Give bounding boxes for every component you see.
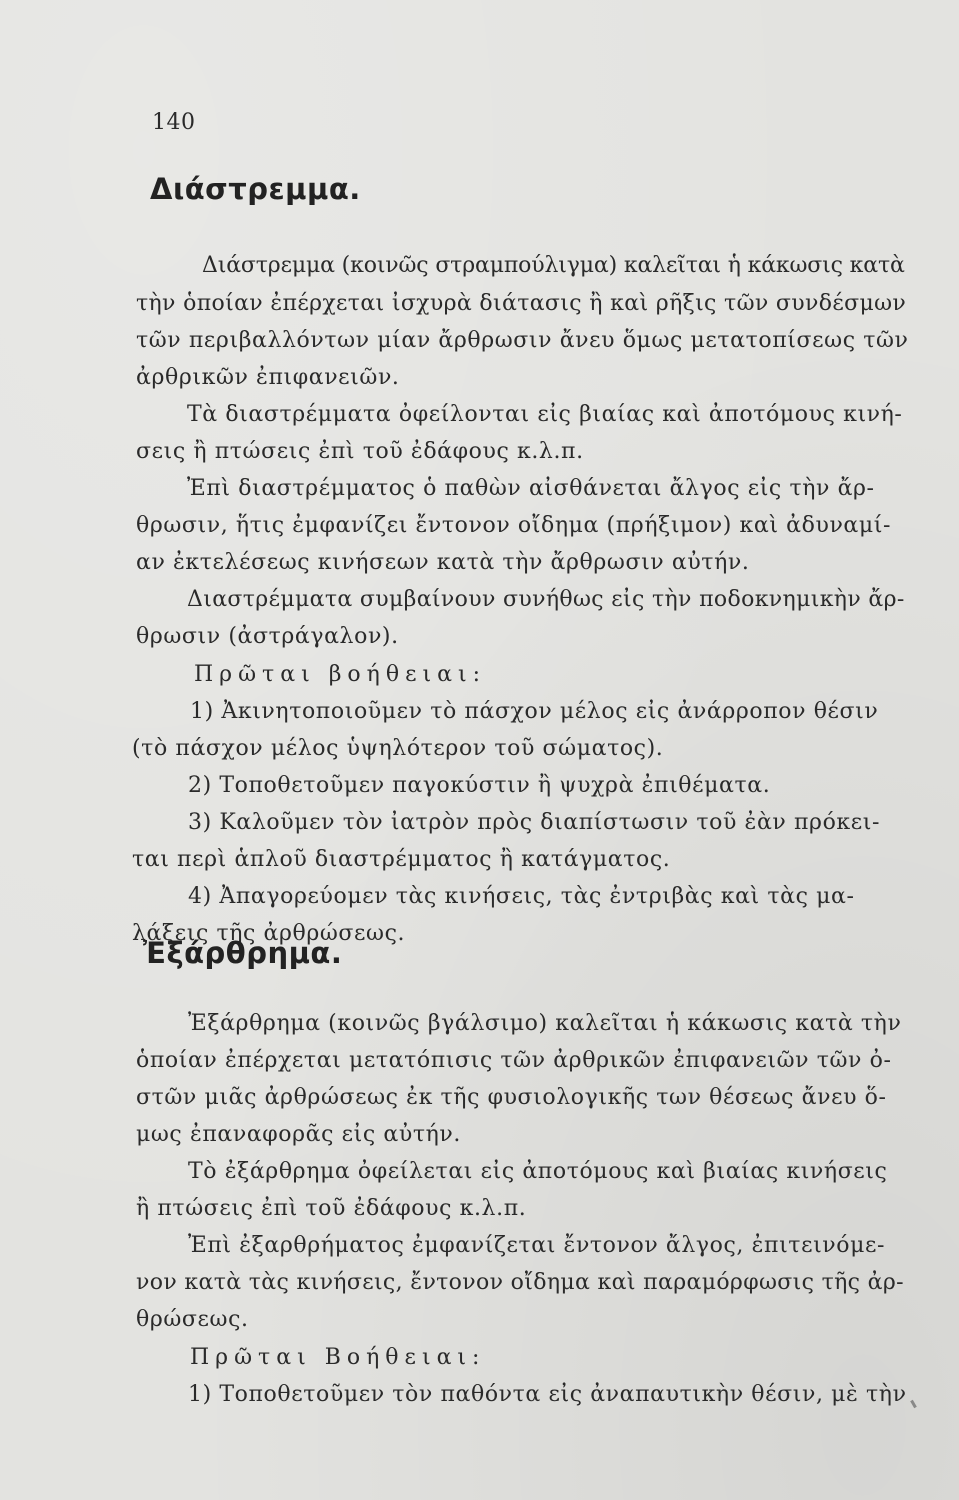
page-number: 140 bbox=[152, 110, 196, 135]
text-line: Διαστρέμματα συμβαίνουν συνήθως εἰς τὴν ποδοκνημικὴν ἄρ- bbox=[187, 587, 905, 612]
text-line: ἀρθρικῶν ἐπιφανειῶν. bbox=[136, 365, 400, 390]
text-line: μως ἐπαναφορᾶς εἰς αὐτήν. bbox=[136, 1122, 461, 1147]
list-item: 2) Τοποθετοῦμεν παγοκύστιν ἢ ψυχρὰ ἐπιθέματα. bbox=[188, 773, 771, 798]
speck-mark bbox=[910, 1400, 917, 1408]
text-line: στῶν μιᾶς ἀρθρώσεως ἐκ τῆς φυσιολογικῆς των θέσεως ἄνευ ὅ- bbox=[136, 1085, 887, 1110]
text-line: Ἐπὶ διαστρέμματος ὁ παθὼν αἰσθάνεται ἄλγος εἰς τὴν ἄρ- bbox=[187, 476, 875, 501]
text-line: θρωσιν (ἀστράγαλον). bbox=[136, 624, 399, 649]
text-line: ὁποίαν ἐπέρχεται μετατόπισις τῶν ἀρθρικῶν ἐπιφανειῶν τῶν ὀ- bbox=[136, 1048, 892, 1073]
text-line: τῶν περιβαλλόντων μίαν ἄρθρωσιν ἄνευ ὅμως μετατοπίσεως τῶν bbox=[136, 328, 909, 353]
list-item: 1) Ἀκινητοποιοῦμεν τὸ πάσχον μέλος εἰς ἀνάρροπον θέσιν bbox=[190, 699, 879, 724]
first-aid-heading: Πρῶται βοήθειαι: bbox=[194, 662, 487, 687]
text-line: αν ἐκτελέσεως κινήσεων κατὰ τὴν ἄρθρωσιν αὐτήν. bbox=[136, 550, 750, 575]
text-line: Τὸ ἐξάρθρημα ὀφείλεται εἰς ἀποτόμους καὶ βιαίας κινήσεις bbox=[188, 1159, 888, 1184]
text-line: ται περὶ ἁπλοῦ διαστρέμματος ἢ κατάγματος. bbox=[132, 847, 671, 872]
section-heading-dislocation: Ἐξάρθρημα. bbox=[143, 936, 343, 970]
text-line: Διάστρεμμα (κοινῶς στραμπούλιγμα) καλεῖται ἡ κάκωσις κατὰ bbox=[202, 253, 905, 278]
text-line: Ἐξάρθρημα (κοινῶς βγάλσιμο) καλεῖται ἡ κάκωσις κατὰ τὴν bbox=[188, 1011, 902, 1036]
text-line: λάξεις τῆς ἀρθρώσεως. bbox=[132, 921, 406, 946]
text-line: σεις ἢ πτώσεις ἐπὶ τοῦ ἐδάφους κ.λ.π. bbox=[136, 439, 584, 464]
list-item: 4) Ἀπαγορεύομεν τὰς κινήσεις, τὰς ἐντριβὰς καὶ τὰς μα- bbox=[188, 884, 855, 909]
text-line: θρώσεως. bbox=[136, 1307, 249, 1332]
first-aid-heading: Πρῶται Βοήθειαι: bbox=[190, 1345, 486, 1370]
text-line: Τὰ διαστρέμματα ὀφείλονται εἰς βιαίας καὶ ἀποτόμους κινή- bbox=[187, 402, 903, 427]
section-heading-sprain: Διάστρεμμα. bbox=[150, 172, 361, 206]
text-line: νον κατὰ τὰς κινήσεις, ἔντονον οἴδημα καὶ παραμόρφωσις τῆς ἀρ- bbox=[136, 1270, 904, 1295]
text-line: Ἐπὶ ἐξαρθρήματος ἐμφανίζεται ἔντονον ἄλγος, ἐπιτεινόμε- bbox=[188, 1233, 886, 1258]
text-line: (τὸ πάσχον μέλος ὑψηλότερον τοῦ σώματος). bbox=[132, 736, 664, 761]
text-line: ἢ πτώσεις ἐπὶ τοῦ ἐδάφους κ.λ.π. bbox=[136, 1196, 527, 1221]
list-item: 1) Τοποθετοῦμεν τὸν παθόντα εἰς ἀναπαυτικὴν θέσιν, μὲ τὴν bbox=[188, 1382, 907, 1407]
text-line: τὴν ὁποίαν ἐπέρχεται ἰσχυρὰ διάτασις ἢ καὶ ρῆξις τῶν συνδέσμων bbox=[136, 291, 907, 316]
list-item: 3) Καλοῦμεν τὸν ἰατρὸν πρὸς διαπίστωσιν τοῦ ἐὰν πρόκει- bbox=[188, 810, 881, 835]
text-line: θρωσιν, ἥτις ἐμφανίζει ἔντονον οἴδημα (πρήξιμον) καὶ ἀδυναμί- bbox=[136, 513, 892, 538]
